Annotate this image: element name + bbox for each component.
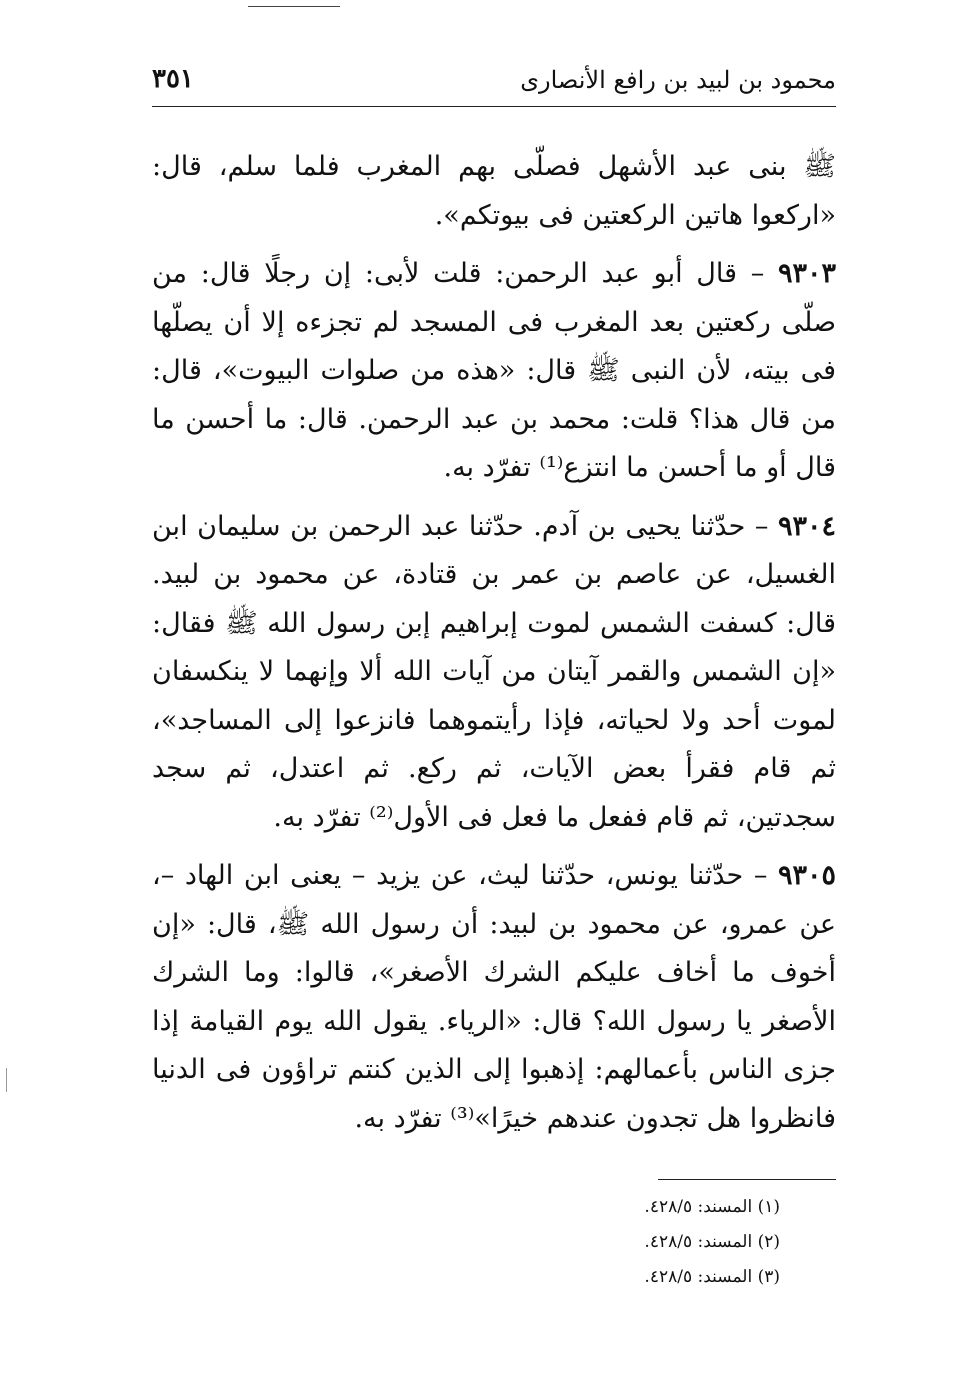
page-body bbox=[152, 143, 836, 1153]
page-header bbox=[152, 62, 836, 108]
paragraph-9304 bbox=[152, 503, 836, 843]
footnote-1: (١) المسند: ٤٢٨/٥. bbox=[644, 1197, 780, 1217]
footnote-2: (٢) المسند: ٤٢٨/٥. bbox=[644, 1232, 780, 1252]
paragraph-text: – حدّثنا يحيى بن آدم. حدّثنا عبد الرحمن بن سليمان ابن الغسيل، عن عاصم بن عمر بن قتادة، عن محمود بن لبيد. قال: كسفت الشمس لموت إبراهيم إبن رسول الله ﷺ فقال: «إن الشمس والقمر آيتان من آيات الله ألا وإنهما لا ينكسفان لموت أحد ولا لحياته، فإذا رأيتموهما فانزعوا إلى المساجد»، ثم قام فقرأ بعض الآيات، ثم ركع. ثم اعتدل، ثم سجد سجدتين، ثم قام ففعل ما فعل فى الأول⁽²⁾ تفرّد به. bbox=[152, 510, 836, 833]
entry-number: ٩٣٠٥ bbox=[777, 860, 836, 891]
running-title: محمود بن لبيد بن رافع الأنصارى bbox=[520, 66, 836, 94]
entry-number: ٩٣٠٣ bbox=[777, 258, 836, 289]
footnote-rule bbox=[658, 1179, 836, 1180]
paragraph-text: – حدّثنا يونس، حدّثنا ليث، عن يزيد – يعنى ابن الهاد –، عن عمرو، عن محمود بن لبيد: أن رسول الله ﷺ، قال: «إن أخوف ما أخاف عليكم الشرك الأصغر»، قالوا: وما الشرك الأصغر يا رسول الله؟ قال: «الرياء. يقول الله يوم القيامة إذا جزى الناس بأعمالهم: إذهبوا إلى الذين كنتم تراؤون فى الدنيا فانظروا هل تجدون عندهم خيرًا»⁽³⁾ تفرّد به. bbox=[152, 860, 836, 1134]
paragraph-text: ﷺ بنى عبد الأشهل فصلّى بهم المغرب فلما سلم، قال: «اركعوا هاتين الركعتين فى بيوتكم». bbox=[152, 151, 836, 231]
top-edge-rule bbox=[248, 6, 340, 7]
margin-edge-mark bbox=[6, 1068, 7, 1092]
paragraph-continuation bbox=[152, 143, 836, 240]
entry-number: ٩٣٠٤ bbox=[777, 510, 836, 542]
page-number: ٣٥١ bbox=[152, 64, 194, 94]
paragraph-9303 bbox=[152, 250, 836, 493]
header-rule bbox=[152, 106, 836, 107]
footnote-3: (٣) المسند: ٤٢٨/٥. bbox=[644, 1267, 780, 1287]
paragraph-9305 bbox=[152, 852, 836, 1143]
footnotes bbox=[580, 1190, 780, 1295]
paragraph-text: – قال أبو عبد الرحمن: قلت لأبى: إن رجلًا قال: من صلّى ركعتين بعد المغرب فى المسجد لم تجزءه إلا أن يصلّها فى بيته، لأن النبى ﷺ قال: «هذه من صلوات البيوت»، قال: من قال هذا؟ قلت: محمد بن عبد الرحمن. قال: ما أحسن ما قال أو ما أحسن ما انتزع⁽¹⁾ تفرّد به. bbox=[152, 258, 836, 483]
